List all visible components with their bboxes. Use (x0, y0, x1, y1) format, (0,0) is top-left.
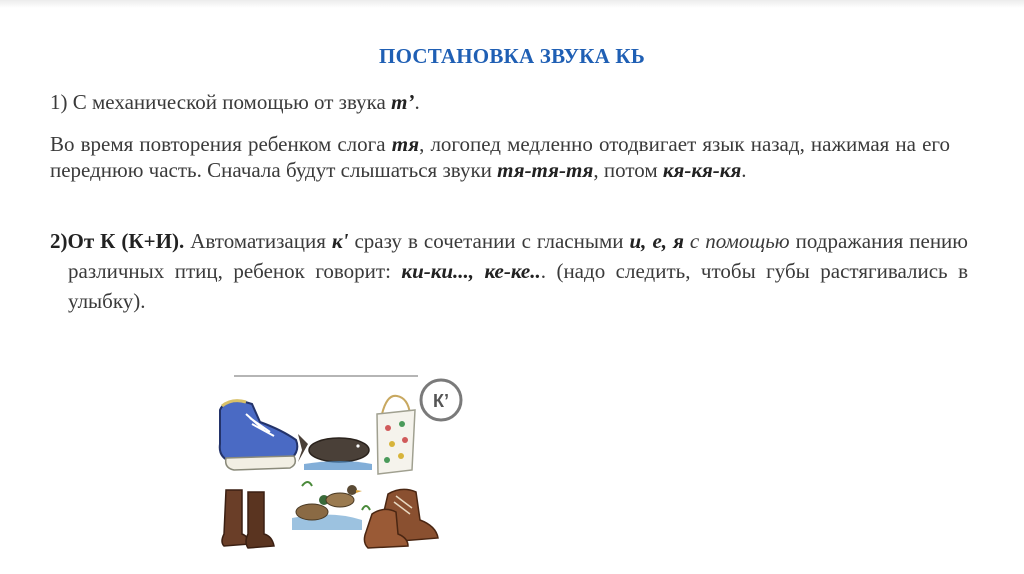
illustration (212, 370, 472, 560)
paragraph-1-end: . (414, 90, 420, 114)
badge-label: К’ (433, 391, 449, 411)
paragraph-1-text: С механической помощью от звука (67, 90, 392, 114)
ducks-icon (292, 482, 370, 530)
brown-boots-icon (364, 489, 438, 548)
paragraph-3-text-3: подражания пению различных птиц, ребенок говорит: (68, 229, 968, 283)
paragraph-2-syllable: тя (391, 132, 420, 156)
valenki-boots-icon (222, 490, 274, 548)
paragraph-2-text-4: . (741, 158, 747, 182)
paragraph-3-text-4: . (надо следить, чтобы губы растягивались в улыбку). (68, 259, 968, 313)
shopping-bag-icon (377, 396, 415, 474)
paragraph-2-text-2: , логопед медленно отодвигает язык назад, нажимая на его переднюю часть. Сначала будут слышаться звуки (50, 132, 950, 182)
slide-title: ПОСТАНОВКА ЗВУКА КЬ (379, 44, 645, 68)
paragraph-3-heading: 2)От К (К+И). (50, 229, 185, 253)
paragraph-2-sounds-2: кя-кя-кя (662, 158, 742, 182)
paragraph-3-italic: с помощью (689, 229, 790, 253)
paragraph-3 (50, 226, 968, 316)
paragraph-3-text-2: сразу в сочетании с гласными (348, 229, 630, 253)
paragraph-2-text-3: , потом (593, 158, 663, 182)
whale-icon (298, 434, 372, 470)
paragraph-2-text-1: Во время повторения ребенком слога (50, 132, 392, 156)
sneaker-icon (220, 401, 298, 470)
paragraph-2-sounds-1: тя-тя-тя (497, 158, 594, 182)
paragraph-2 (50, 131, 950, 183)
paragraph-3-sound: к' (331, 229, 349, 253)
slide-top-edge (0, 0, 1024, 8)
paragraph-3-syllables: ки-ки..., ке-ке.. (401, 259, 541, 283)
paragraph-1-sound: т’ (391, 90, 415, 114)
paragraph-1-number: 1) (50, 90, 68, 114)
paragraph-1 (50, 90, 420, 115)
paragraph-3-text-1: Автоматизация (184, 229, 332, 253)
paragraph-3-vowels: и, е, я (629, 229, 684, 253)
